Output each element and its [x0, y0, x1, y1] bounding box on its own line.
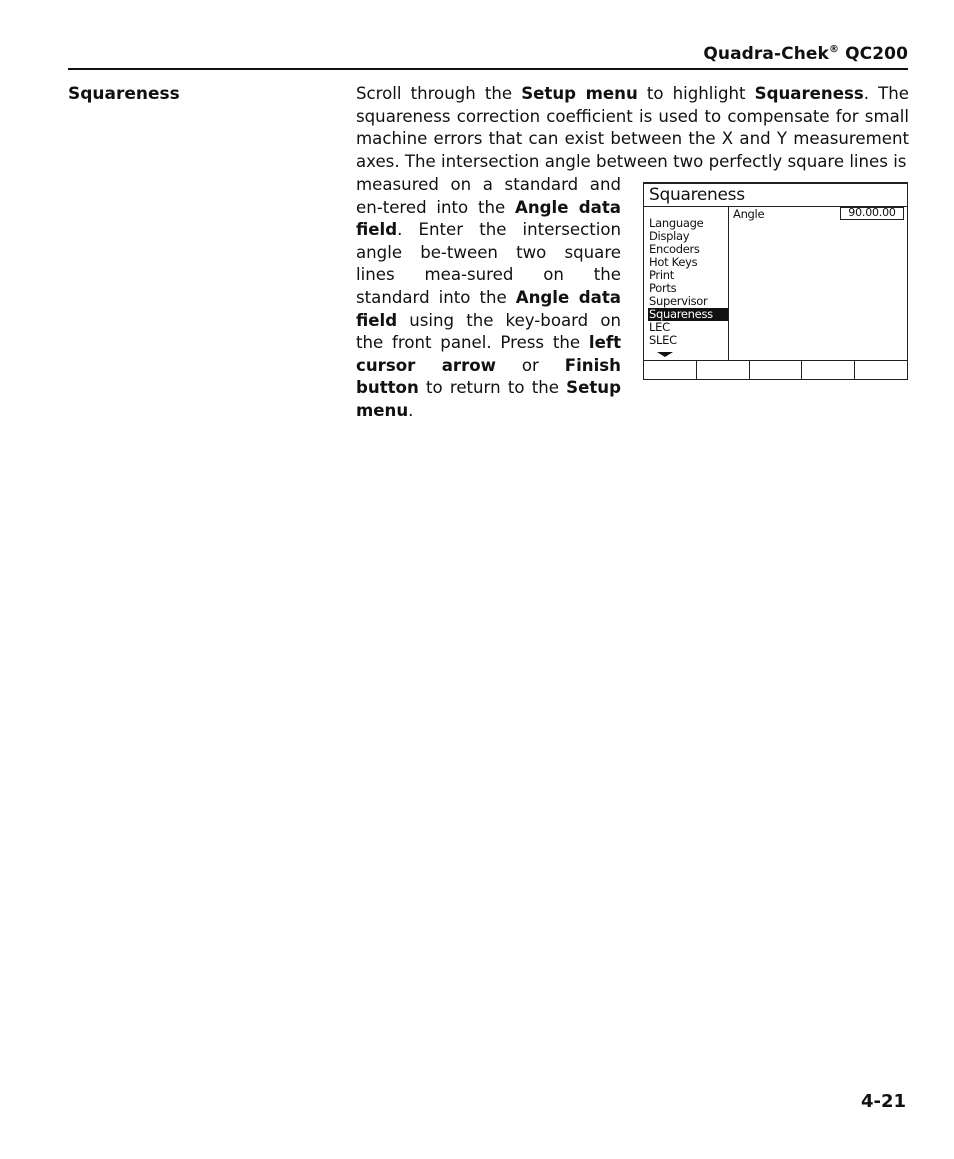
header-rule: [68, 68, 908, 70]
header-model: QC200: [845, 44, 908, 64]
softkey-4[interactable]: [802, 361, 855, 380]
lcd-screen-illustration: [643, 182, 908, 380]
screen-title: Squareness: [649, 185, 745, 205]
term-angle-data-field: Angle data field: [356, 197, 621, 240]
text-run: to highlight: [637, 84, 755, 103]
menu-item-supervisor[interactable]: Supervisor: [649, 294, 708, 308]
menu-item-hot-keys[interactable]: Hot Keys: [649, 255, 698, 269]
term-finish-button: Finish button: [356, 355, 621, 398]
term-setup-menu: Setup menu: [521, 84, 638, 103]
text-run: measured on a standard and en-tered into the: [356, 175, 621, 217]
intro-paragraph: [356, 83, 909, 173]
softkey-1[interactable]: [644, 361, 697, 380]
instruction-paragraph: [356, 174, 621, 423]
section-title: Squareness: [68, 84, 180, 104]
menu-item-slec[interactable]: SLEC: [649, 333, 677, 347]
text-run: using the key-board on the front panel. Press the: [356, 310, 621, 353]
menu-item-encoders[interactable]: Encoders: [649, 242, 700, 256]
menu-item-ports[interactable]: Ports: [649, 281, 677, 295]
menu-divider: [728, 206, 729, 361]
softkey-2[interactable]: [697, 361, 750, 380]
term-angle-data-field: Angle data field: [356, 287, 621, 330]
menu-item-language[interactable]: Language: [649, 216, 704, 230]
text-run: . Enter the intersection angle be-tween two square lines mea-sured on the standard into the: [356, 220, 621, 307]
menu-item-display[interactable]: Display: [649, 229, 690, 243]
menu-item-squareness[interactable]: Squareness: [648, 308, 728, 321]
setup-menu-list: [648, 217, 728, 347]
softkey-3[interactable]: [750, 361, 803, 380]
angle-field-label: Angle: [733, 207, 765, 221]
header-product-name: Quadra-Chek: [703, 44, 829, 64]
softkey-bar: [644, 360, 907, 380]
registered-mark: ®: [828, 44, 840, 55]
term-setup-menu: Setup menu: [356, 378, 621, 420]
term-squareness: Squareness: [754, 84, 864, 103]
running-header: [703, 44, 908, 64]
text-run: Scroll through the: [356, 84, 522, 103]
softkey-5[interactable]: [855, 361, 907, 380]
text-run: to return to the: [418, 378, 567, 398]
text-run: . The squareness correction coefficient is used to compensate for small machine errors that can exist between the X and Y measurement axes. The intersection angle between two perfectly square lines is: [356, 84, 909, 171]
text-run: or: [496, 355, 565, 375]
page-number: 4-21: [860, 1091, 906, 1112]
angle-data-field[interactable]: 90.00.00: [840, 207, 904, 220]
term-left-cursor-arrow: left cursor arrow: [356, 333, 621, 375]
menu-item-lec[interactable]: LEC: [649, 320, 670, 334]
text-run: .: [408, 400, 414, 420]
menu-item-print[interactable]: Print: [649, 268, 674, 282]
